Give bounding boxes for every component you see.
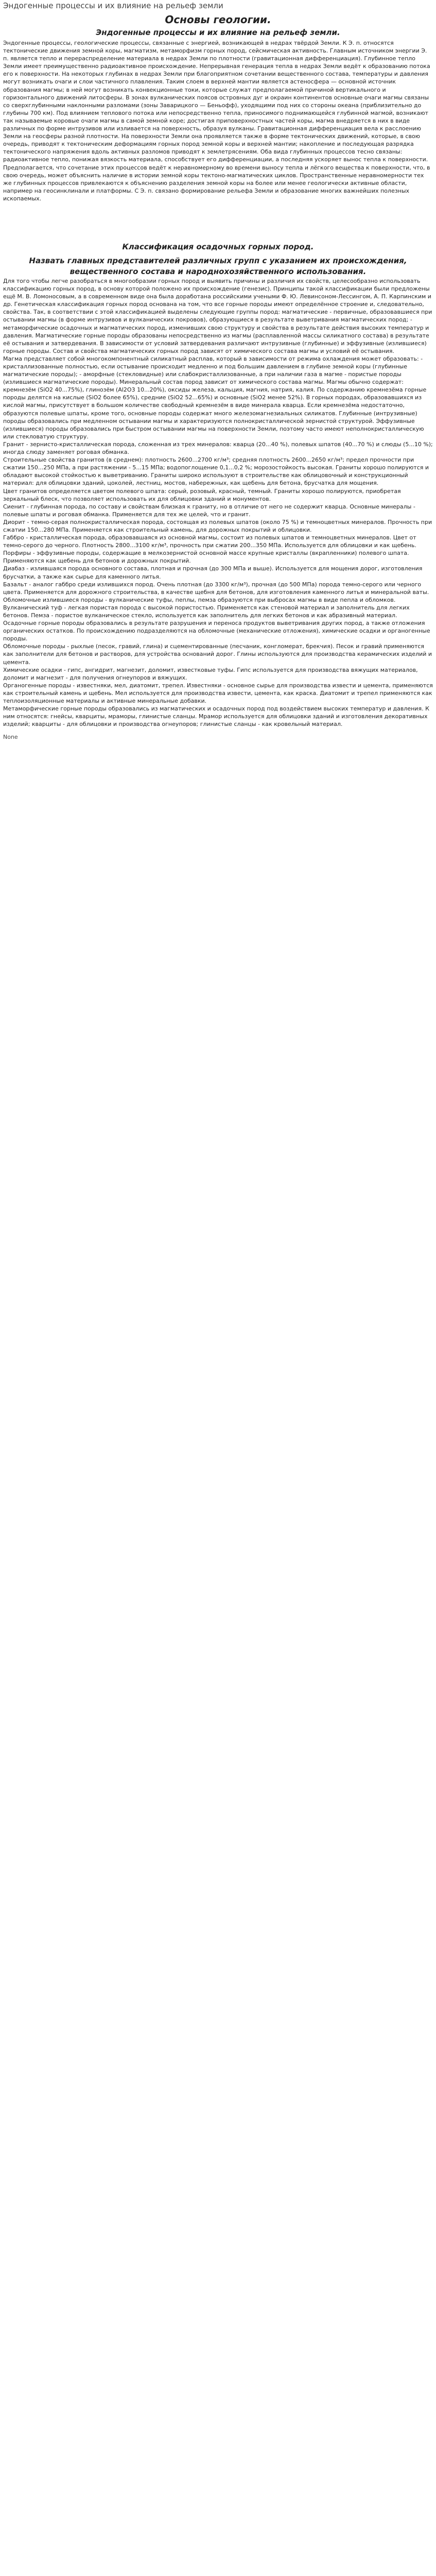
- body-paragraph: Магма представляет собой многокомпонентный силикатный расплав, который в зависимости от режима охлаждения может образовать: - кристаллизованные полностью, если остывание происходит медленно и под большим давлением в глубине земной коры (глубинные магматические породы); - аморфные (стекловидные) или слабокристаллизованные, а при наличии газа в магме - пористые породы (излившиеся магматические породы). Минеральный состав пород зависит от химического состава магмы. Магмы обычно содержат: кремнезём (SiO2 40...75%), глинозём (Al2O3 10...20%), оксиды железа, кальция, магния, натрия, калия. По содержанию кремнезёма горные породы делятся на кислые (SiO2 более 65%), средние (SiO2 52...65%) и основные (SiO2 менее 52%). В горных породах, образовавшихся из кислой магмы, присутствует в большом количестве свободный кремнезём в виде минерала кварца. Если кремнезёма недостаточно, образуются полевые шпаты, кроме того, основные породы содержат много железомагнезиальных силикатов. Глубинные (интрузивные) породы образовались при медленном остывании магмы и характеризуются полнокристаллической зернистой структурой. Эффузивные (излившиеся) породы образовались при быстром остывании магмы на поверхности Земли, поэтому часто имеют неполнокристаллическую или стекловатую структуру.: [3, 355, 427, 440]
- body-paragraph: Габбро - кристаллическая порода, образовавшаяся из основной магмы, состоит из полевых шпатов и темноцветных минералов. Цвет от темно-серого до черного. Плотность 2800...3100 кг/м³, прочность при сжатии 200...350 МПа. Используется для облицовки и как щебень.: [3, 534, 416, 549]
- body-paragraph: Диорит - темно-серая полнокристаллическая порода, состоящая из полевых шпатов (около 75 %) и темноцветных минералов. Прочность при сжатии 150...280 МПа. Применяется как строительный камень, для дорожных покрытий и облицовки.: [3, 518, 432, 533]
- body-paragraph: Цвет гранитов определяется цветом полевого шпата: серый, розовый, красный, темный. Граниты хорошо полируются, приобретая зеркальный блеск, что позволяет использовать их для облицовки зданий и монументов.: [3, 487, 401, 502]
- body-paragraph: Метаморфические горные породы образовались из магматических и осадочных пород под воздействием высоких температур и давления. К ним относятся: гнейсы, кварциты, мраморы, глинистые сланцы. Мрамор используется для облицовки зданий и изготовления декоративных изделий; кварциты - для облицовки и производства огнеупоров; глинистые сланцы - как кровельный материал.: [3, 705, 429, 728]
- body-paragraph: Для того чтобы легче разобраться в многообразии горных пород и выявить причины и различия их свойств, целесообразно использовать классификацию горных пород, в основу которой положено их происхождение (генезис). Принципы такой классификации были предложены ещё М. В. Ломоносовым, а в современном виде она была доработана российскими учеными Ф. Ю. Левинсоном-Лессингом, А. П. Карпинским и др. Генетическая классификация горных пород основана на том, что все горные породы имеют определённое строение и, следовательно, свойства. Так, в соответствии с этой классификацией выделены следующие группы пород: магматические - первичные, образовавшиеся при остывании магмы (в форме интрузивов и вулканических покровов), образующиеся в результате выветривания магматических пород; - метаморфические осадочных и магматических пород, изменивших свою структуру и свойства в результате действия высоких температур и давления. Магматические горные породы образованы непосредственно из магмы (расплавленной массы силикатного состава) в результате её остывания и затвердевания. В зависимости от условий затвердевания различают интрузивные (глубинные) и эффузивные (излившиеся) горные породы. Состав и свойства магматических горных пород зависят от химического состава магмы и условий её остывания.: [3, 277, 432, 354]
- page: [0, 1, 436, 741]
- body-text: [3, 277, 433, 728]
- body-paragraph: Порфиры - эффузивные породы, содержащие в мелкозернистой основной массе крупные кристаллы (вкрапленники) полевого шпата. Применяются как щебень для бетонов и дорожных покрытий.: [3, 550, 409, 565]
- intro-text: [3, 39, 433, 202]
- main-heading: Основы геологии.: [165, 13, 271, 26]
- body-paragraph: Обломочные породы - рыхлые (песок, гравий, глина) и сцементированные (песчаник, конгломерат, брекчия). Песок и гравий применяются как заполнители для бетонов и растворов, для устройства оснований дорог. Глины используются для производства керамических изделий и цемента.: [3, 643, 432, 666]
- body-paragraph: Диабаз - излившаяся порода основного состава, плотная и прочная (до 300 МПа и выше). Используется для мощения дорог, изготовления брусчатки, а также как сырье для каменного литья.: [3, 565, 423, 580]
- body-paragraph: Обломочные излившиеся породы - вулканические туфы, пеплы, пемза образуются при выбросах магмы в виде пепла и обломков. Вулканический туф - легкая пористая порода с высокой пористостью. Применяется как стеновой материал и заполнитель для легких бетонов. Пемза - пористое вулканическое стекло, используется как заполнитель для легких бетонов и как абразивный материал.: [3, 596, 410, 619]
- body-paragraph: Базальт - аналог габбро среди излившихся пород. Очень плотная (до 3300 кг/м³), прочная (до 500 МПа) порода темно-серого или черного цвета. Применяется для дорожного строительства, в качестве щебня для бетонов, для изготовления каменного литья и минеральной ваты.: [3, 581, 429, 596]
- classification-heading: Классификация осадочных горных пород.: [122, 242, 314, 251]
- spacer: [3, 202, 433, 239]
- body-paragraph: Сиенит - глубинная порода, по составу и свойствам близкая к граниту, но в отличие от него не содержит кварца. Основные минералы - полевые шпаты и роговая обманка. Применяется для тех же целей, что и гранит.: [3, 503, 415, 518]
- sub-heading: Эндогенные процессы и их влияние на рельеф земли.: [96, 28, 340, 37]
- body-paragraph: Строительные свойства гранитов (в среднем): плотность 2600...2700 кг/м³; средняя плотность 2600...2650 кг/м³; предел прочности при сжатии 150...250 МПа, а при растяжении - 5...15 МПа; водопоглощение 0,1...0,2 %; морозостойкость высокая. Граниты хорошо полируются и обладают высокой стойкостью к выветриванию. Граниты широко используют в строительстве как облицовочный и конструкционный материал: для облицовки зданий, цоколей, лестниц, мостов, набережных, как щебень для бетона, брусчатка для мощения.: [3, 456, 429, 487]
- intro-paragraph: Эндогенные процессы, геологические процессы, связанные с энергией, возникающей в недрах твёрдой Земли. К Э. п. относятся тектонические движения земной коры, магматизм, метаморфизм горных пород, сейсмическая активность. Главным источником энергии Э. п. является тепло и перераспределение материала в недрах Земли по плотности (гравитационная дифференциация). Глубинное тепло Земли имеет преимущественно радиоактивное происхождение. Непрерывная генерация тепла в недрах Земли ведёт к образованию потока его к поверхности. На некоторых глубинах в недрах Земли при благоприятном сочетании вещественного состава, температуры и давления могут возникать очаги и слои частичного плавления. Таким слоем в верхней мантии является астеносфера — основной источник образования магмы; в ней могут возникать конвекционные токи, которые служат предполагаемой причиной вертикального и горизонтального движений литосферы. В зонах вулканических поясов островных дуг и окраин континентов основные очаги магмы связаны со сверхглубинными наклонными разломами (зоны Заварицкого — Беньофф), уходящими под них со стороны океана (приблизительно до глубины 700 км). Под влиянием теплового потока или непосредственно тепла, приносимого поднимающейся глубинной магмой, возникают так называемые коровые очаги магмы в самой земной коре; достигая приповерхностных частей коры, магма внедряется в них в виде различных по форме интрузивов или изливается на поверхность, образуя вулканы. Гравитационная дифференциация вела к расслоению Земли на геосферы разной плотности. На поверхности Земли она проявляется также в форме тектонических движений, которые, в свою очередь, приводят к тектоническим деформациям горных пород земной коры и верхней мантии; накопление и последующая разрядка тектонического напряжения вдоль активных разломов приводят к землетрясениям. Оба вида глубинных процессов тесно связаны: радиоактивное тепло, понижая вязкость материала, способствует его дифференциации, а последняя ускоряет вынос тепла к поверхности. Предполагается, что сочетание этих процессов ведёт к неравномерному во времени выносу тепла и лёгкого вещества к поверхности, что, в свою очередь, может объяснить наличие в истории земной коры тектоно-магматических циклов. Пространственные неравномерности тех же глубинных процессов привлекаются к объяснению разделения земной коры на более или менее геологически активные области, например на геосинклинали и платформы. С Э. п. связано формирование рельефа Земли и образование многих важнейших полезных ископаемых.: [3, 40, 430, 202]
- page-title: Эндогенные процессы и их влияние на рельеф земли: [3, 1, 223, 10]
- body-paragraph: Химические осадки - гипс, ангидрит, магнезит, доломит, известковые туфы. Гипс используется для производства вяжущих материалов, доломит и магнезит - для получения огнеупоров и вяжущих.: [3, 666, 418, 681]
- footer-text: None: [3, 734, 18, 741]
- body-paragraph: Гранит - зернисто-кристаллическая порода, сложенная из трех минералов: кварца (20...40 %), полевых шпатов (40...70 %) и слюды (5...10 %); иногда слюду заменяет роговая обманка.: [3, 440, 433, 456]
- classification-subheading: Назвать главных представителей различных групп с указанием их происхождения, вещественного состава и народнохозяйственного использования.: [29, 256, 407, 276]
- body-paragraph: Органогенные породы - известняки, мел, диатомит, трепел. Известняки - основное сырье для производства извести и цемента, применяются как строительный камень и щебень. Мел используется для производства извести, цемента, как краска. Диатомит и трепел применяются как теплоизоляционные материалы и активные минеральные добавки.: [3, 682, 433, 705]
- body-paragraph: Осадочные горные породы образовались в результате разрушения и переноса продуктов выветривания других пород, а также отложения органических остатков. По происхождению подразделяются на обломочные (механические отложения), химические осадки и органогенные породы.: [3, 620, 430, 642]
